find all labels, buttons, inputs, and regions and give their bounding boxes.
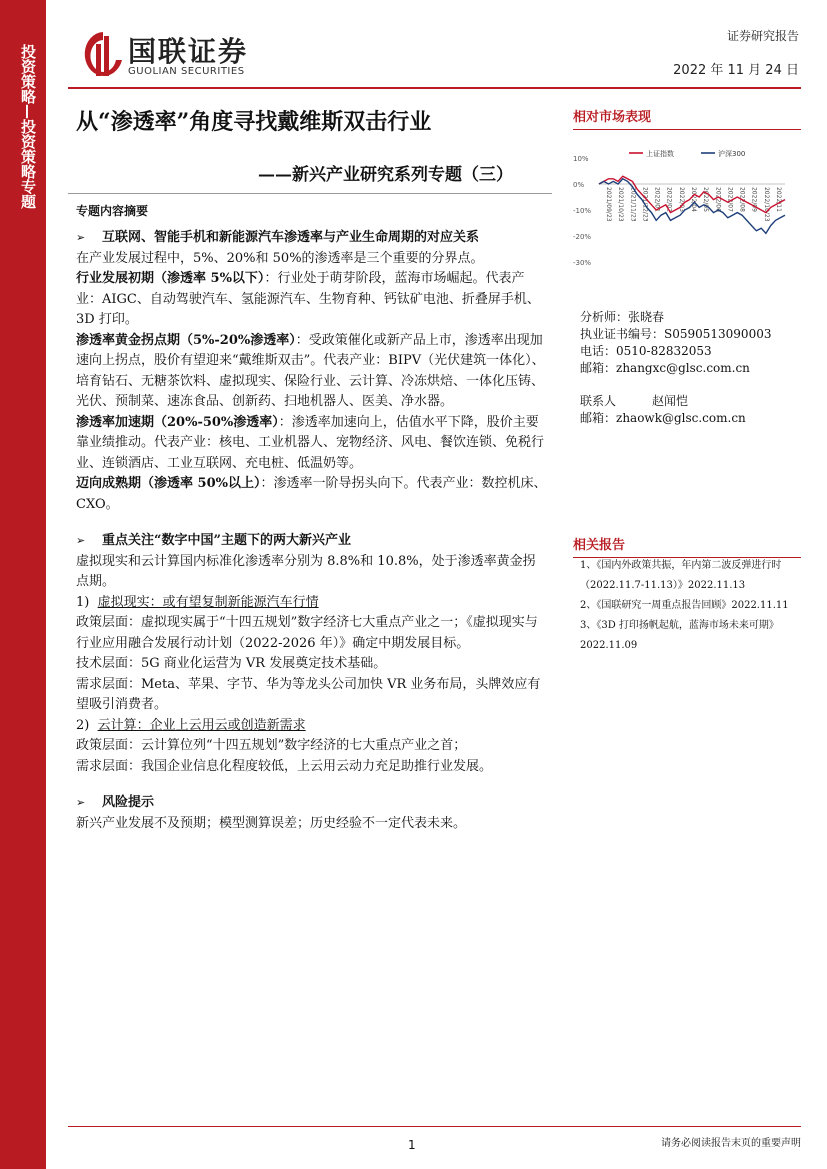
x-tick-label: 2021/10/23	[617, 187, 625, 222]
x-tick-label: 2022/08	[738, 187, 746, 212]
stage-label: 渗透率黄金拐点期（5%-20%渗透率）	[76, 332, 296, 348]
title-divider	[68, 193, 552, 194]
paragraph: 技术层面：5G 商业化运营为 VR 发展奠定技术基础。	[76, 656, 387, 671]
paragraph: 政策层面：虚拟现实属于“十四五规划”数字经济七大重点产业之一；《虚拟现实与行业应用融合发展行动计划（2022-2026 年）》确定中期发展目标。	[76, 615, 538, 651]
paragraph	[76, 474, 548, 515]
list-number: 1)	[76, 594, 90, 610]
y-tick-label: 10%	[573, 155, 589, 163]
analyst-name: 分析师：张晓春	[580, 310, 665, 324]
x-tick-label: 2021/09/23	[605, 187, 612, 222]
x-tick-label: 2021/12/23	[641, 187, 649, 222]
analyst-email[interactable]: 邮箱：zhangxc@glsc.com.cn	[580, 361, 750, 375]
summary-label: 专题内容摘要	[76, 204, 149, 218]
paragraph: 政策层面：云计算位列“十四五规划”数字经济的七大重点产业之首；	[76, 738, 467, 753]
sidebar-category-text: 投资策略—投资策略专题	[19, 44, 37, 209]
left-sidebar-band	[0, 0, 46, 1169]
stage-text: ：受政策催化或新产品上市，渗透率出现加速向上拐点，股价有望迎来“戴维斯双击”。代表产业：BIPV（光伏建筑一体化）、培育钻石、无糖茶饮料、虚拟现实、保险行业、云计算、冷冻烘焙、一体化压铸、光伏、预制菜、速冻食品、创新药、扫地机器人、医美、净水器。	[76, 332, 545, 409]
analyst-info	[580, 309, 771, 427]
market-chart	[573, 148, 801, 268]
report-subtitle: ——新兴产业研究系列专题（三）	[258, 165, 513, 185]
report-type-label: 证券研究报告	[726, 29, 799, 43]
x-tick-label: 2022/10/23	[762, 187, 770, 222]
x-tick-label: 2022/03	[677, 187, 685, 212]
list-item	[76, 593, 548, 614]
paragraph: 需求层面：Meta、苹果、字节、华为等龙头公司加快 VR 业务布局，头牌效应有望吸引消费者。	[76, 676, 541, 712]
report-title: 从“渗透率”角度寻找戴维斯双击行业	[76, 109, 432, 135]
x-tick-label: 2022/11	[775, 187, 782, 212]
x-tick-label: 2022/01	[653, 187, 661, 212]
y-tick-label: 0%	[573, 181, 585, 189]
x-tick-label: 2022/02	[665, 187, 673, 212]
summary-body	[76, 228, 548, 834]
arrow-bullet-icon: ➢	[76, 534, 86, 547]
arrow-bullet-icon: ➢	[76, 796, 86, 809]
stage-text: ：行业处于萌芽阶段，蓝海市场崛起。代表产业：AIGC、自动驾驶汽车、氢能源汽车、生物育种、钙钛矿电池、折叠屏手机、3D 打印。	[76, 271, 540, 327]
contact-name: 联系人 赵闻恺	[580, 394, 689, 408]
stage-label: 渗透率加速期（20%-50%渗透率）	[76, 414, 279, 430]
company-logo	[82, 28, 302, 86]
paragraph: 在产业发展过程中，5%、20%和 50%的渗透率是三个重要的分界点。	[76, 250, 484, 266]
arrow-bullet-icon: ➢	[76, 231, 86, 244]
x-tick-label: 2022/07	[726, 187, 734, 212]
market-chart-svg	[573, 148, 801, 268]
legend-label: 上证指数	[646, 150, 674, 158]
stage-text: ：渗透率一阶导拐头向下。代表产业：数控机床、CXO。	[76, 476, 547, 512]
list-item-title: 云计算：企业上云用云或创造新需求	[97, 717, 306, 733]
bullet-heading-1	[76, 228, 548, 249]
logo-chinese-name: 国联证券	[128, 35, 249, 68]
stage-text: ：渗透率加速向上，估值水平下降，股价主要靠业绩推动。代表产业：核电、工业机器人、宠物经济、风电、餐饮连锁、免税行业、连锁酒店、工业互联网、充电桩、低温奶等。	[76, 414, 545, 471]
list-item-title: 虚拟现实：或有望复制新能源汽车行情	[97, 594, 319, 610]
bullet-heading-text: 互联网、智能手机和新能源汽车渗透率与产业生命周期的对应关系	[102, 230, 480, 245]
related-section-header	[573, 534, 801, 558]
market-section-header	[573, 106, 801, 130]
related-report-item[interactable]: 1、《国内外政策共振，年内第二波反弹进行时（2022.11.7-11.13）》2022.11.13	[580, 560, 782, 591]
related-section-title: 相关报告	[573, 538, 626, 553]
bullet-heading-2	[76, 531, 548, 552]
paragraph: 新兴产业发展不及预期；模型测算误差；历史经验不一定代表未来。	[76, 815, 467, 831]
related-report-item[interactable]: 2、《国联研究一周重点报告回顾》2022.11.11	[580, 600, 789, 611]
analyst-cert: 执业证书编号：S0590513090003	[580, 327, 772, 341]
analyst-phone: 电话：0510-82832053	[580, 344, 712, 358]
paragraph	[76, 331, 548, 413]
y-tick-label: -30%	[573, 259, 592, 267]
x-tick-label: 2022/05	[702, 187, 710, 212]
y-tick-label: -10%	[573, 207, 592, 215]
page-number: 1	[408, 1138, 416, 1152]
list-number: 2)	[76, 717, 90, 733]
x-tick-label: 2022/04	[690, 187, 697, 212]
logo-english-name: GUOLIAN SECURITIES	[128, 66, 245, 77]
x-tick-label: 2021/11/23	[629, 187, 637, 222]
x-tick-label: 2022/06	[714, 187, 722, 212]
bullet-heading-text: 重点关注“数字中国”主题下的两大新兴产业	[102, 533, 351, 548]
footer-divider	[68, 1126, 801, 1127]
paragraph	[76, 269, 548, 331]
related-report-item[interactable]: 3、《3D 打印扬帆起航，蓝海市场未来可期》2022.11.09	[580, 620, 779, 651]
stage-label: 迈向成熟期（渗透率 50%以上）	[76, 476, 261, 491]
contact-email[interactable]: 邮箱：zhaowk@glsc.com.cn	[580, 411, 746, 425]
paragraph	[76, 413, 548, 475]
report-date: 2022 年 11 月 24 日	[673, 63, 799, 78]
logo-mark-icon	[82, 28, 124, 82]
footer-disclaimer: 请务必阅读报告末页的重要声明	[661, 1138, 801, 1149]
y-tick-label: -20%	[573, 233, 592, 241]
header-divider	[68, 87, 801, 89]
market-section-divider	[573, 129, 801, 130]
market-section-title: 相对市场表现	[573, 110, 652, 125]
stage-label: 行业发展初期（渗透率 5%以下）	[76, 271, 265, 286]
legend-label: 沪深300	[718, 150, 746, 158]
paragraph: 需求层面：我国企业信息化程度较低，上云用云动力充足助推行业发展。	[76, 758, 493, 774]
x-tick-label: 2022/09	[750, 187, 758, 212]
bullet-heading-text: 风险提示	[102, 795, 155, 810]
related-reports-list	[580, 556, 800, 656]
paragraph: 虚拟现实和云计算国内标准化渗透率分别为 8.8%和 10.8%，处于渗透率黄金拐点期。	[76, 553, 536, 589]
list-item	[76, 716, 548, 737]
bullet-heading-3	[76, 793, 548, 814]
